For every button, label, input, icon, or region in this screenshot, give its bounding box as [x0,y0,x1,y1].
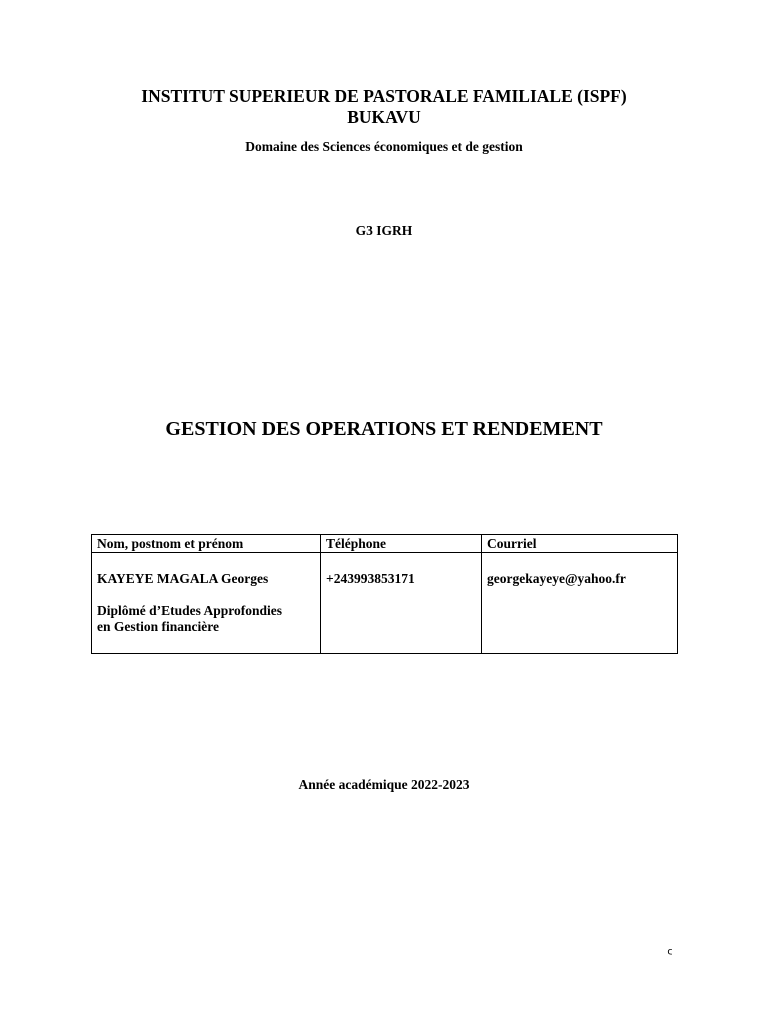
table-row [92,553,678,654]
class-level: G3 IGRH [355,223,413,238]
instructor-email: georgekayeye@yahoo.fr [482,553,678,654]
header-phone: Téléphone [321,535,482,553]
header-email: Courriel [482,535,678,553]
instructor-qualification-line2: en Gestion financière [97,619,219,634]
institution-name: INSTITUT SUPERIEUR DE PASTORALE FAMILIALE (ISPF) [141,86,627,106]
header-name: Nom, postnom et prénom [92,535,321,553]
course-title: GESTION DES OPERATIONS ET RENDEMENT [165,418,603,440]
instructor-phone: +243993853171 [321,553,482,654]
table-header-row [92,535,678,553]
instructor-qualification-line1: Diplômé d’Etudes Approfondies [97,603,283,618]
page-corner-mark: ᑦ [667,948,673,963]
institution-city: BUKAVU [347,107,421,127]
instructor-name: KAYEYE MAGALA Georges [97,571,269,586]
academic-year: Année académique 2022-2023 [298,777,470,792]
instructor-table [91,534,678,654]
domain-subtitle: Domaine des Sciences économiques et de gestion [245,139,523,154]
instructor-cell [92,553,321,654]
